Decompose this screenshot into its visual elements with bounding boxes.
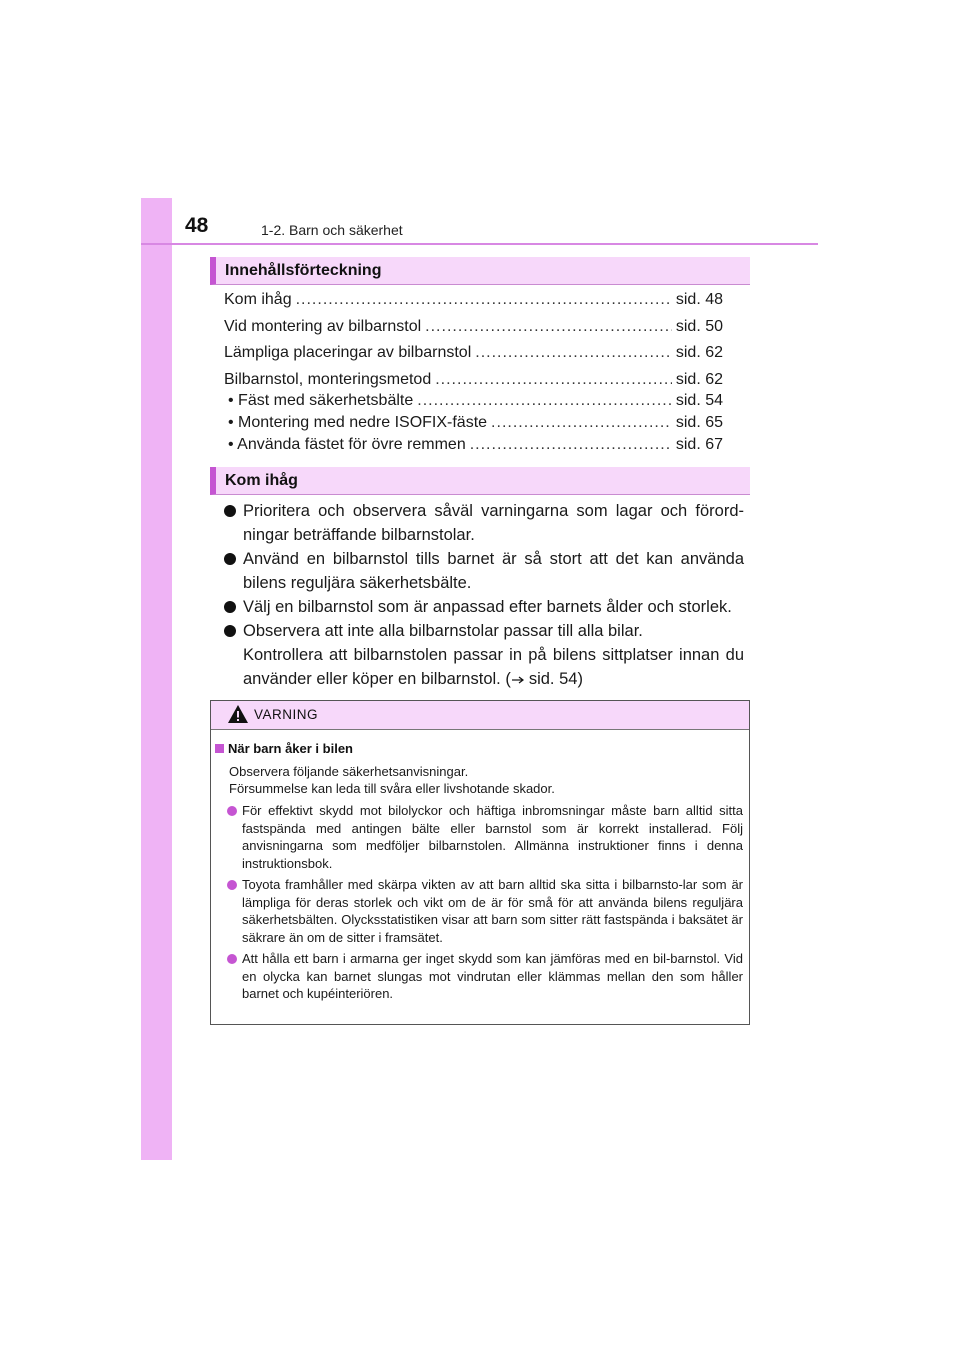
toc-item[interactable]	[224, 371, 723, 393]
list-item	[227, 876, 743, 946]
toc-leader-dots	[470, 436, 672, 454]
toc-item-page: sid. 48	[675, 291, 723, 308]
list-item	[227, 802, 743, 872]
bullet-text: Observera att inte alla bilbarnstolar passar till alla bilar.	[243, 622, 643, 640]
page-number: 48	[185, 214, 209, 237]
warning-bullet-text: Toyota framhåller med skärpa vikten av att barn alltid ska sitta i bilbarnsto-lar som är lämpliga för deras storlek och vikt om de är för små för att använda bilens reguljära säkerhetsbälten. Olycksstatistiken visar att barn som sitter rätt fastspända i baksätet är säkrare än om de sitter i framsätet.	[242, 877, 743, 945]
square-bullet-icon	[215, 744, 224, 753]
section-title: 1-2. Barn och säkerhet	[261, 222, 403, 238]
side-tab-bar	[141, 198, 172, 1160]
remember-list	[224, 499, 744, 691]
toc-leader-dots	[296, 291, 672, 309]
toc-leader-dots	[425, 318, 672, 336]
toc-leader-dots	[435, 371, 672, 389]
toc-item-page: sid. 67	[675, 436, 723, 453]
bullet-dot-icon	[227, 954, 237, 964]
bullet-dot-icon	[224, 601, 236, 613]
warning-intro	[229, 763, 555, 797]
toc-heading	[210, 257, 750, 285]
arrow-right-icon	[512, 667, 525, 691]
toc-leader-dots	[475, 344, 672, 362]
bullet-text: Använd en bilbarnstol tills barnet är så stort att det kan använda bilens reguljära säkerhetsbälte.	[243, 550, 744, 592]
bullet-dot-icon	[224, 505, 236, 517]
toc-item-page: sid. 54	[675, 392, 723, 409]
list-item	[224, 595, 744, 619]
bullet-text: Välj en bilbarnstol som är anpassad efter barnets ålder och storlek.	[243, 598, 732, 616]
toc-item-label: • Montering med nedre ISOFIX-fäste	[228, 414, 488, 431]
header-rule	[141, 243, 818, 245]
list-item	[224, 619, 744, 691]
bullet-dot-icon	[224, 553, 236, 565]
list-item	[227, 950, 743, 1003]
warning-box	[210, 700, 750, 1025]
warning-title-text: När barn åker i bilen	[228, 741, 353, 756]
warning-bullet-text: Att hålla ett barn i armarna ger inget skydd som kan jämföras med en bil-barnstol. Vid en olycka kan barnet slungas mot vindrutan eller klämmas mellan den som håller barnet och kupéinteriören.	[242, 951, 743, 1001]
toc-item-label: Lämpliga placeringar av bilbarnstol	[224, 344, 472, 361]
toc-item-page: sid. 50	[675, 318, 723, 335]
bullet-text: Prioritera och observera såväl varningarna som lagar och förord-ningar beträffande bilbarnstolar.	[243, 502, 744, 544]
bullet-dot-icon	[227, 806, 237, 816]
warning-intro-line: Observera följande säkerhetsanvisningar.	[229, 764, 469, 779]
toc-item-label: Kom ihåg	[224, 291, 292, 308]
toc-subitem[interactable]	[228, 414, 723, 436]
toc-item-label: Bilbarnstol, monteringsmetod	[224, 371, 432, 388]
toc-item-label: Vid montering av bilbarnstol	[224, 318, 422, 335]
warning-intro-line: Försummelse kan leda till svåra eller livshotande skador.	[229, 781, 555, 796]
toc-leader-dots	[491, 414, 672, 432]
bullet-extra-text: Kontrollera att bilbarnstolen passar in på bilens sittplatser innan du använder eller köper en bilbarnstol. (	[243, 646, 744, 688]
toc-item-label: • Använda fästet för övre remmen	[228, 436, 466, 453]
toc-heading-text: Innehållsförteckning	[225, 262, 382, 279]
list-item	[224, 547, 744, 595]
toc-item-page: sid. 65	[675, 414, 723, 431]
remember-heading-text: Kom ihåg	[225, 472, 298, 489]
list-item	[224, 499, 744, 547]
bullet-dot-icon	[227, 880, 237, 890]
remember-heading	[210, 467, 750, 495]
warning-list	[227, 802, 743, 1007]
toc-item-page: sid. 62	[675, 344, 723, 361]
page-reference-link[interactable]: sid. 54)	[528, 670, 583, 688]
toc-subitem[interactable]	[228, 436, 723, 458]
warning-title	[215, 741, 353, 756]
toc-subitem[interactable]	[228, 392, 723, 414]
warning-label: VARNING	[254, 707, 319, 722]
toc-item-label: • Fäst med säkerhetsbälte	[228, 392, 414, 409]
toc-item-page: sid. 62	[675, 371, 723, 388]
toc-item[interactable]	[224, 318, 723, 340]
toc-leader-dots	[417, 392, 672, 410]
warning-triangle-icon	[227, 704, 249, 727]
toc-item[interactable]	[224, 344, 723, 366]
bullet-dot-icon	[224, 625, 236, 637]
warning-bullet-text: För effektivt skydd mot bilolyckor och häftiga inbromsningar måste barn alltid sitta fastspända med antingen bälte eller barnstol som är korrekt installerad. Följ anvisningarna som medföljer bilbarnstolen. Allmänna instruktioner finns i denna instruktionsbok.	[242, 803, 743, 871]
toc-item[interactable]	[224, 291, 723, 313]
warning-header	[211, 701, 749, 730]
